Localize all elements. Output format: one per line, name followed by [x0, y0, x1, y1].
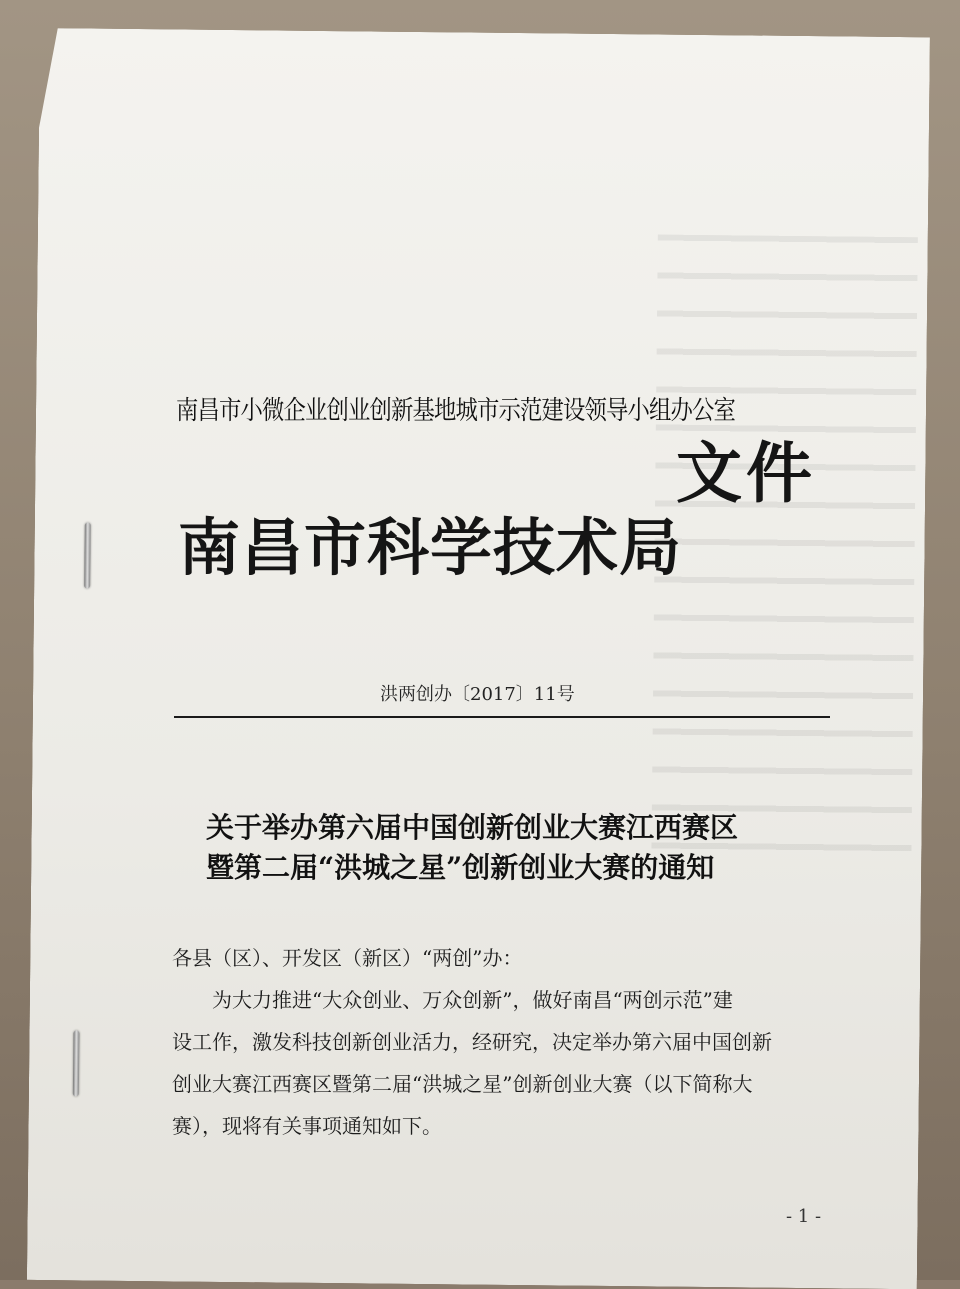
page-number: - 1 -: [786, 1206, 822, 1227]
notice-title-line-1: 关于举办第六届中国创新创业大赛江西赛区: [206, 811, 739, 844]
salutation: 各县（区）、开发区（新区）“两创”办：: [172, 946, 523, 970]
body-line: 创业大赛江西赛区暨第二届“洪城之星”创新创业大赛（以下简称大: [172, 1072, 753, 1096]
document-word: 文件: [676, 435, 816, 512]
document-page: [27, 28, 930, 1289]
body-line: 为大力推进“大众创业、万众创新”，做好南昌“两创示范”建: [212, 988, 733, 1012]
body-line: 设工作，激发科技创新创业活力，经研究，决定举办第六届中国创新: [172, 1030, 772, 1054]
document-number: 洪两创办〔2017〕11号: [380, 684, 575, 705]
staple-bottom: [73, 1030, 80, 1096]
header-rule: [174, 716, 830, 718]
issuer-office-name: 南昌市小微企业创业创新基地城市示范建设领导小组办公室: [176, 396, 736, 426]
issuer-bureau-name: 南昌市科学技术局: [178, 511, 683, 584]
notice-title-line-2: 暨第二届“洪城之星”创新创业大赛的通知: [206, 851, 715, 884]
show-through-text: [651, 234, 917, 857]
staple-top: [84, 522, 91, 588]
body-line: 赛），现将有关事项通知如下。: [172, 1114, 442, 1138]
